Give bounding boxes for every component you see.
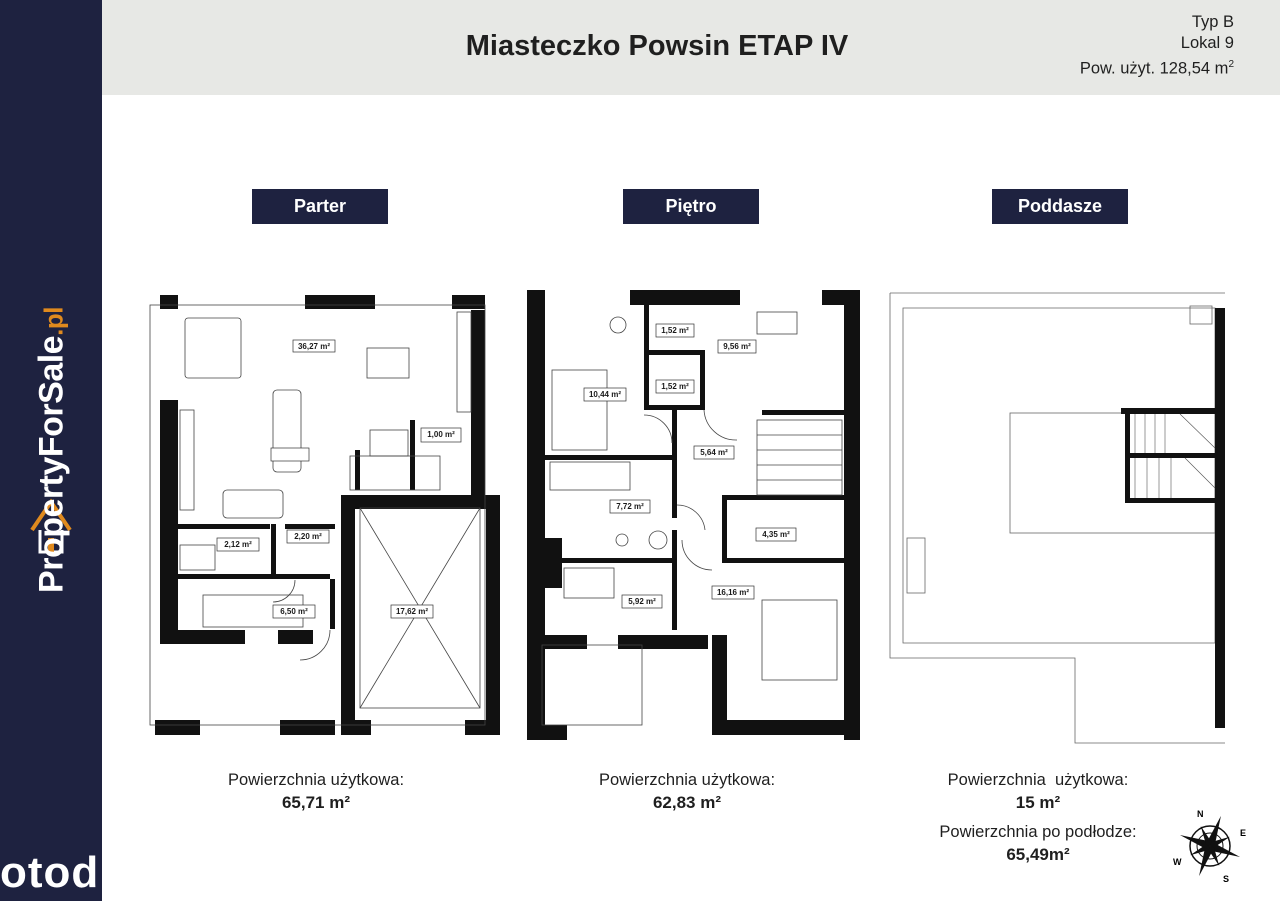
room-area-label: 9,56 m² [723,342,751,351]
compass-w: W [1173,857,1182,867]
pietro-area-value: 62,83 m² [652,793,722,812]
room-area-label: 1,52 m² [661,382,689,391]
room-area-label: 36,27 m² [297,342,331,351]
brand-sidebar [0,0,102,901]
parter-area-value: 65,71 m² [281,793,351,812]
floor-tag-poddasze: Poddasze [992,189,1128,224]
unit-area: Pow. użyt. 128,54 $m^2$ [1079,59,1234,78]
floor-tag-parter: Parter [252,189,388,224]
room-area-label: 5,64 m² [700,448,728,457]
pietro-area-caption: Powierzchnia użytkowa: [598,771,776,789]
compass-e: E [1240,828,1247,838]
parter-area-caption: Powierzchnia użytkowa: [227,771,405,789]
floor-tag-pietro: Piętro [623,189,759,224]
header-bar [102,0,1280,95]
unit-number: Lokal 9 [1180,34,1234,52]
room-area-label: 6,50 m² [280,607,308,616]
floorplan-parter [145,290,500,740]
poddasze-area-value: 15 m² [1015,793,1061,812]
unit-type: Typ B [1191,13,1234,31]
poddasze-area-caption: Powierzchnia użytkowa: [947,771,1129,789]
room-area-label: 7,72 m² [616,502,644,511]
poddasze-floor-area-value: 65,49m² [1006,845,1070,864]
room-area-label: 2,20 m² [294,532,322,541]
compass-icon [1168,806,1252,886]
room-area-label: 17,62 m² [395,607,429,616]
room-area-label: 2,12 m² [224,540,252,549]
room-area-label: 10,44 m² [588,390,622,399]
brand-logo-text [33,307,72,593]
room-area-label: 16,16 m² [716,588,750,597]
compass-s: S [1223,874,1230,884]
room-area-label: 1,52 m² [661,326,689,335]
compass-n: N [1197,809,1204,819]
floorplan-pietro [522,290,862,740]
unit-info [1080,12,1234,80]
watermark: otod [0,848,100,897]
room-area-label: 5,92 m² [628,597,656,606]
brand-main: PropertyForSale [32,335,71,593]
room-area-label: 4,35 m² [762,530,790,539]
poddasze-floor-area-caption: Powierzchnia po podłodze: [939,823,1137,841]
brand-tld: .pl [38,307,69,336]
page-title: Miasteczko Powsin ETAP IV [465,30,849,62]
room-area-label: 1,00 m² [427,430,455,439]
floorplan-poddasze [885,288,1230,748]
